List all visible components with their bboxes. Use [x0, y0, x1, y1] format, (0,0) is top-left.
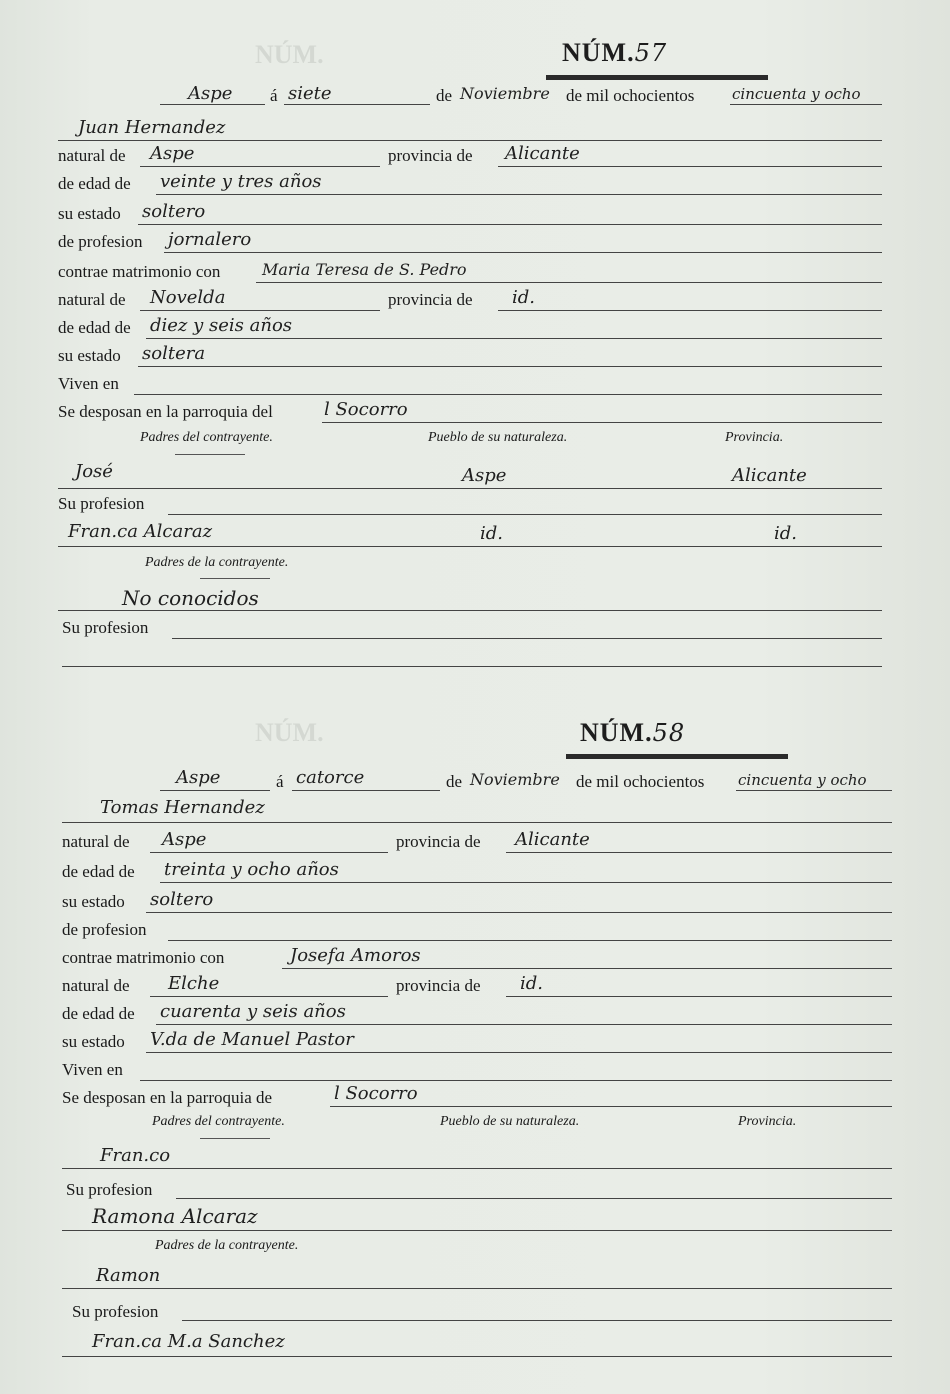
bride-estado-label: su estado: [58, 346, 121, 365]
bride-name-rule: [256, 282, 882, 283]
bride-edad-rule-2: [156, 1024, 892, 1025]
groom-provincia: Alicante: [505, 143, 580, 164]
bride-parents: No conocidos: [122, 586, 259, 610]
header-dash-2: [200, 578, 270, 579]
groom-mother-provincia: id.: [774, 523, 798, 544]
parroquia-label-2: Se desposan en la parroquia de: [62, 1088, 273, 1107]
bride-estado-rule: [138, 366, 882, 367]
contrae-label-2: contrae matrimonio con: [62, 948, 225, 967]
a-label: á: [270, 86, 278, 105]
estado-label: su estado: [58, 204, 121, 223]
parroquia-value: l Socorro: [324, 399, 408, 420]
groom-edad-2: treinta y ocho años: [164, 859, 339, 880]
bride-estado-label-2: su estado: [62, 1032, 125, 1051]
bride-name: Maria Teresa de S. Pedro: [262, 260, 467, 279]
groom-estado-rule-2: [146, 912, 892, 913]
day-value-2: catorce: [296, 767, 365, 788]
bride-father-2: Ramon: [96, 1265, 161, 1286]
day-value: siete: [288, 83, 332, 104]
bride-edad-rule: [146, 338, 882, 339]
bride-provincia-2: id.: [520, 973, 544, 994]
bride-parents-rule: [58, 610, 882, 611]
groom-father: José: [75, 461, 113, 482]
bleed-through-num: NÚM.: [255, 40, 324, 69]
su-profesion-label-2: Su profesion: [62, 618, 149, 637]
groom-edad-rule: [156, 194, 882, 195]
num-value: 57: [634, 39, 668, 67]
groom-father-rule: [58, 488, 882, 489]
num-underline: [546, 75, 768, 80]
groom-mother: Fran.ca Alcaraz: [68, 521, 213, 542]
groom-father-pueblo: Aspe: [462, 465, 507, 486]
su-profesion-label-3: Su profesion: [66, 1180, 153, 1199]
year-value: cincuenta y ocho: [732, 85, 861, 103]
header-dash: [175, 454, 245, 455]
groom-estado-2: soltero: [150, 889, 214, 910]
bleed-through-num-2: NÚM.: [255, 718, 324, 747]
groom-profesion-rule-2: [168, 940, 892, 941]
groom-name-2: Tomas Hernandez: [100, 797, 265, 818]
year-rule: [730, 104, 882, 105]
groom-mother-2: Ramona Alcaraz: [92, 1204, 258, 1228]
bride-edad: diez y seis años: [150, 315, 293, 336]
groom-estado-rule: [138, 224, 882, 225]
groom-father-provincia: Alicante: [732, 465, 807, 486]
record-number-2: [580, 718, 685, 748]
groom-mother-rule: [58, 546, 882, 547]
a-label-2: á: [276, 772, 284, 791]
su-profesion-rule: [168, 514, 882, 515]
de-label-2: de: [446, 772, 463, 791]
bride-edad-label: de edad de: [58, 318, 131, 337]
profesion-label: de profesion: [58, 232, 143, 251]
groom-name-rule-2: [62, 822, 892, 823]
place-rule: [160, 104, 265, 105]
bride-name-rule-2: [282, 968, 892, 969]
groom-provincia-rule-2: [506, 852, 892, 853]
bride-mother-rule-2: [62, 1356, 892, 1357]
bride-provincia-rule: [498, 310, 882, 311]
natural-label: natural de: [58, 146, 126, 165]
edad-label: de edad de: [58, 174, 131, 193]
bride-natural-label-2: natural de: [62, 976, 130, 995]
groom-natural: Aspe: [150, 143, 195, 164]
bride-natural-rule-2: [150, 996, 388, 997]
groom-name-rule: [58, 140, 882, 141]
num-underline-2: [566, 754, 788, 759]
viven-label: Viven en: [58, 374, 119, 393]
su-profesion-label-4: Su profesion: [72, 1302, 159, 1321]
month-value-2: Noviembre: [470, 770, 560, 789]
header-dash-3: [200, 1138, 270, 1139]
bride-natural-label: natural de: [58, 290, 126, 309]
viven-label-2: Viven en: [62, 1060, 123, 1079]
groom-profesion: jornalero: [168, 229, 252, 250]
natural-label-2: natural de: [62, 832, 130, 851]
su-profesion-label: Su profesion: [58, 494, 145, 513]
groom-natural-rule-2: [150, 852, 388, 853]
groom-name: Juan Hernandez: [78, 117, 226, 138]
parroquia-value-2: l Socorro: [334, 1083, 418, 1104]
edad-label-2: de edad de: [62, 862, 135, 881]
place-value: Aspe: [188, 83, 233, 104]
padres-contrayente-header-2: Padres del contrayente.: [152, 1114, 285, 1129]
bride-estado-2: V.da de Manuel Pastor: [150, 1029, 354, 1050]
groom-father-rule-2: [62, 1168, 892, 1169]
pueblo-header: Pueblo de su naturaleza.: [428, 430, 568, 445]
record-number: [562, 38, 667, 68]
num-label-2: NÚM.: [580, 718, 653, 747]
bride-name-2: Josefa Amoros: [290, 945, 421, 966]
groom-mother-pueblo: id.: [480, 523, 504, 544]
su-profesion-rule-3: [176, 1198, 892, 1199]
groom-natural-2: Aspe: [162, 829, 207, 850]
de-label: de: [436, 86, 453, 105]
padres-contrayenta-header: Padres de la contrayente.: [145, 555, 289, 570]
num-label: NÚM.: [562, 38, 635, 67]
bride-mother-2: Fran.ca M.a Sanchez: [92, 1331, 285, 1352]
groom-profesion-rule: [164, 252, 882, 253]
mil-label-2: de mil ochocientos: [576, 772, 705, 791]
padres-contrayenta-header-2: Padres de la contrayente.: [155, 1238, 299, 1253]
bride-natural-2: Elche: [168, 973, 220, 994]
day-rule-2: [292, 790, 440, 791]
parroquia-rule: [322, 422, 882, 423]
bride-provincia-label-2: provincia de: [396, 976, 481, 995]
su-profesion-rule-2: [172, 638, 882, 639]
bride-edad-label-2: de edad de: [62, 1004, 135, 1023]
padres-contrayente-header: Padres del contrayente.: [140, 430, 273, 445]
bride-father-rule-2: [62, 1288, 892, 1289]
provincia-header: Provincia.: [725, 430, 784, 445]
bride-provincia-rule-2: [506, 996, 892, 997]
place-rule-2: [160, 790, 270, 791]
groom-estado: soltero: [142, 201, 206, 222]
provincia-label-2: provincia de: [396, 832, 481, 851]
closing-rule: [62, 666, 882, 667]
num-value-2: 58: [652, 719, 686, 747]
viven-rule: [134, 394, 882, 395]
groom-provincia-rule: [498, 166, 882, 167]
bride-estado: soltera: [142, 343, 206, 364]
bride-natural-rule: [140, 310, 380, 311]
bride-edad-2: cuarenta y seis años: [160, 1001, 346, 1022]
bride-provincia-label: provincia de: [388, 290, 473, 309]
bride-natural: Novelda: [150, 287, 226, 308]
bride-provincia: id.: [512, 287, 536, 308]
estado-label-2: su estado: [62, 892, 125, 911]
provincia-header-2: Provincia.: [738, 1114, 797, 1129]
parroquia-label: Se desposan en la parroquia del: [58, 402, 273, 421]
parroquia-rule-2: [330, 1106, 892, 1107]
contrae-label: contrae matrimonio con: [58, 262, 221, 281]
year-rule-2: [736, 790, 892, 791]
month-value: Noviembre: [460, 84, 550, 103]
year-value-2: cincuenta y ocho: [738, 771, 867, 789]
day-rule: [284, 104, 430, 105]
groom-edad: veinte y tres años: [160, 171, 322, 192]
profesion-label-2: de profesion: [62, 920, 147, 939]
groom-provincia-2: Alicante: [515, 829, 590, 850]
groom-natural-rule: [140, 166, 380, 167]
viven-rule-2: [140, 1080, 892, 1081]
bride-estado-rule-2: [146, 1052, 892, 1053]
pueblo-header-2: Pueblo de su naturaleza.: [440, 1114, 580, 1129]
groom-father-2: Fran.co: [100, 1145, 171, 1166]
mil-label: de mil ochocientos: [566, 86, 695, 105]
su-profesion-rule-4: [182, 1320, 892, 1321]
groom-edad-rule-2: [160, 882, 892, 883]
groom-mother-rule-2: [62, 1230, 892, 1231]
provincia-label: provincia de: [388, 146, 473, 165]
place-value-2: Aspe: [176, 767, 221, 788]
